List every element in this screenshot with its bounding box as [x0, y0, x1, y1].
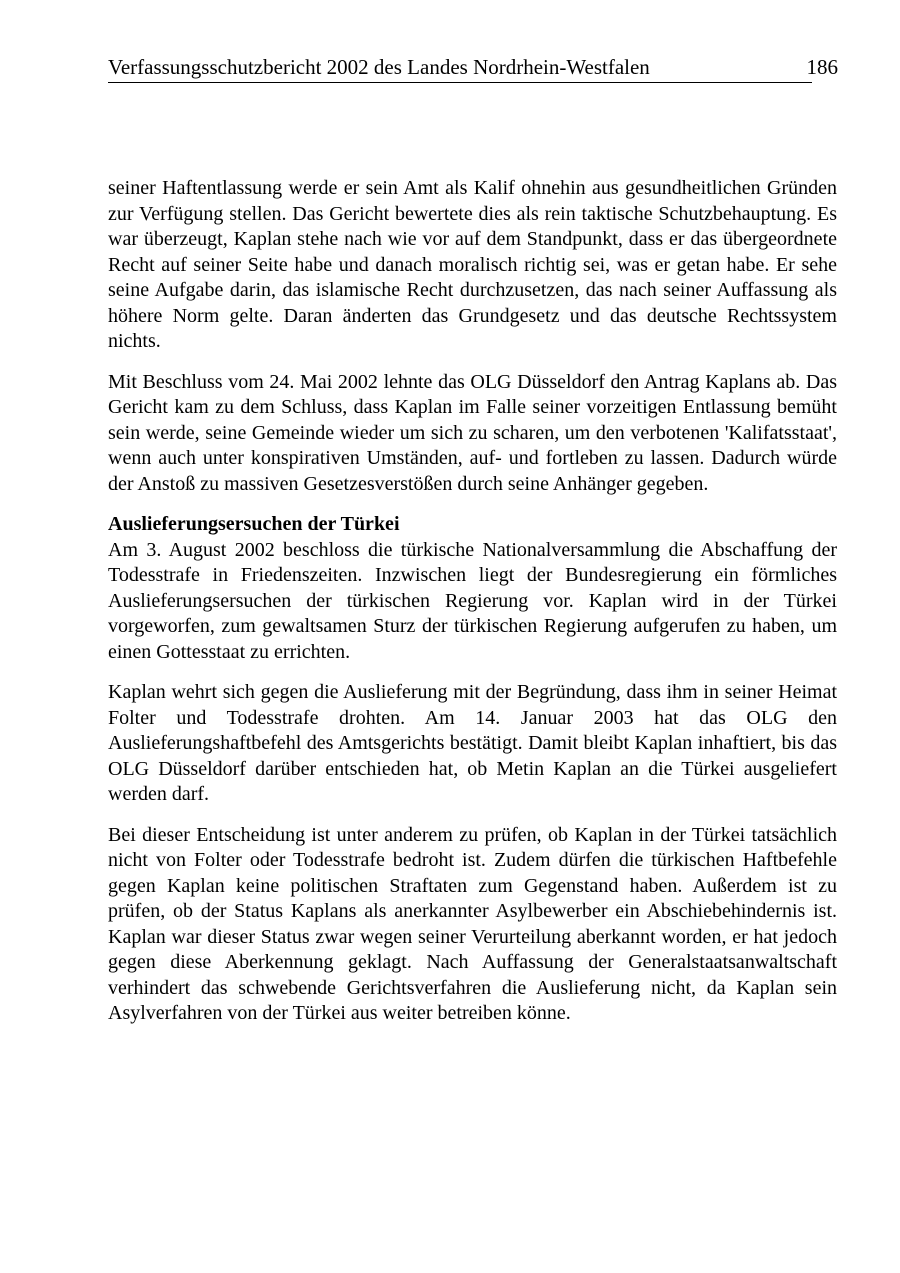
paragraph: Bei dieser Entscheidung ist unter anderem zu prüfen, ob Kaplan in der Türkei tatsächlich nicht von Folter oder Todesstrafe bedroht ist. Zudem dürfen die türkischen Haftbefehle gegen Kaplan keine politischen Straftaten zum Gegenstand haben. Außerdem ist zu prüfen, ob der Status Kaplans als anerkannter Asylbewerber ein Abschiebehindernis ist. Kaplan war dieser Status zwar wegen seiner Verurteilung aberkannt worden, er hat jedoch gegen diese Aberkennung geklagt. Nach Auffassung der Generalstaatsanwaltschaft verhindert das schwebende Gerichtsverfahren die Auslieferung nicht, da Kaplan sein Asylverfahren von der Türkei aus weiter betreiben könne.: [108, 823, 837, 1024]
paragraph: seiner Haftentlassung werde er sein Amt als Kalif ohnehin aus gesundheitlichen Gründen zur Verfügung stellen. Das Gericht bewertete dies als rein taktische Schutzbehauptung. Es war überzeugt, Kaplan stehe nach wie vor auf dem Standpunkt, dass er das übergeordnete Recht auf seiner Seite habe und danach moralisch richtig sei, was er getan habe. Er sehe seine Aufgabe darin, das islamische Recht durchzusetzen, das nach seiner Auffassung als höhere Norm gelte. Daran änderten das Grundgesetz und das deutsche Rechtssystem nichts.: [108, 177, 837, 352]
page-header: [108, 52, 838, 83]
document-title: Verfassungsschutzbericht 2002 des Landes Nordrhein-Westfalen: [108, 55, 650, 79]
section-heading: Auslieferungsersuchen der Türkei: [108, 513, 400, 535]
paragraph: Am 3. August 2002 beschloss die türkische Nationalversammlung die Abschaffung der Todesstrafe in Friedenszeiten. Inzwischen liegt der Bundesregierung ein förmliches Auslieferungsersuchen der türkischen Regierung vor. Kaplan wird in der Türkei vorgeworfen, zum gewaltsamen Sturz der türkischen Regierung aufgerufen zu haben, um einen Gottesstaat zu errichten.: [108, 538, 837, 663]
page-number: 186: [806, 55, 838, 79]
paragraph: Mit Beschluss vom 24. Mai 2002 lehnte das OLG Düsseldorf den Antrag Kaplans ab. Das Gericht kam zu dem Schluss, dass Kaplan im Falle seiner vorzeitigen Entlassung bemüht sein werde, seine Gemeinde wieder um sich zu scharen, um den verbotenen 'Kalifatsstaat', wenn auch unter konspirativen Umständen, auf- und fortleben zu lassen. Dadurch würde der Anstoß zu massiven Gesetzesverstößen durch seine Anhänger gegeben.: [108, 370, 837, 495]
paragraph: Kaplan wehrt sich gegen die Auslieferung mit der Begründung, dass ihm in seiner Heimat Folter und Todesstrafe drohten. Am 14. Januar 2003 hat das OLG den Auslieferungshaftbefehl des Amtsgerichts bestätigt. Damit bleibt Kaplan inhaftiert, bis das OLG Düsseldorf darüber entschieden hat, ob Metin Kaplan an die Türkei ausgeliefert werden darf.: [108, 681, 837, 805]
document-body: [108, 176, 837, 1042]
